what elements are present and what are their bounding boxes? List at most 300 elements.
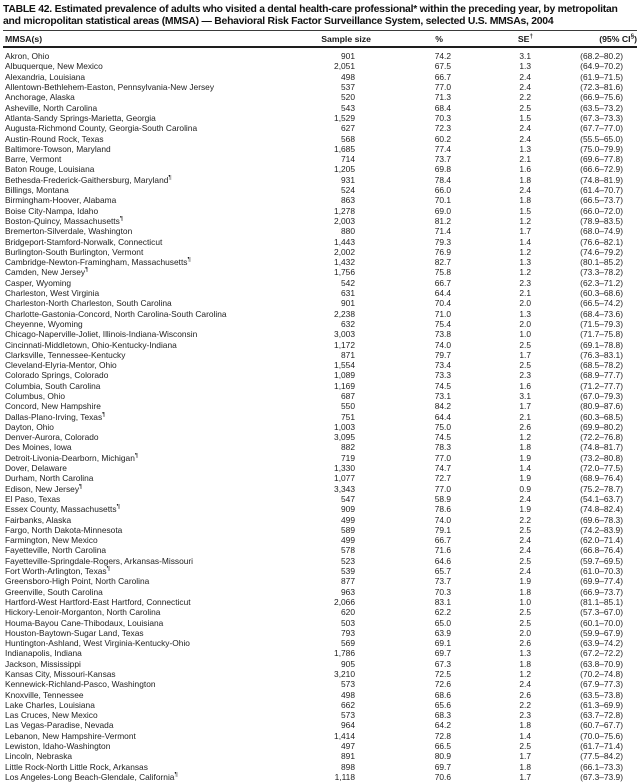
mmsa-name-cell: Fort Worth-Arlington, Texas¶: [5, 566, 111, 577]
confidence-interval-cell: (59.7–69.5): [580, 555, 623, 566]
table-row: [3, 700, 637, 710]
sample-size-cell: 1,786: [334, 648, 355, 659]
column-header-se: SE†: [451, 31, 535, 48]
percent-cell: 70.6: [434, 771, 451, 782]
table-row: [3, 319, 637, 329]
mmsa-name-cell: Hickory-Lenoir-Morganton, North Carolina: [5, 607, 161, 618]
standard-error-cell: 2.6: [519, 421, 531, 432]
sample-size-cell: 1,432: [334, 257, 355, 268]
confidence-interval-cell: (63.9–74.2): [580, 638, 623, 649]
mmsa-name-cell: Allentown-Bethlehem-Easton, Pennsylvania-New Jersey: [5, 82, 215, 93]
table-row: [3, 731, 637, 741]
table-row: [3, 226, 637, 236]
sample-size-cell: 662: [341, 699, 355, 710]
sample-size-cell: 550: [341, 401, 355, 412]
mmsa-name-cell: Detroit-Livonia-Dearborn, Michigan¶: [5, 452, 139, 463]
confidence-interval-cell: (74.2–83.9): [580, 524, 623, 535]
table-row: [3, 47, 637, 61]
percent-cell: 72.8: [434, 730, 451, 741]
percent-cell: 64.4: [434, 288, 451, 299]
sample-size-cell: 3,343: [334, 483, 355, 494]
sample-size-cell: 687: [341, 390, 355, 401]
confidence-interval-cell: (54.1–63.7): [580, 493, 623, 504]
confidence-interval-cell: (55.5–65.0): [580, 133, 623, 144]
table-row: [3, 340, 637, 350]
standard-error-cell: 1.3: [519, 143, 531, 154]
table-row: [3, 494, 637, 504]
mmsa-name-cell: El Paso, Texas: [5, 493, 61, 504]
sample-size-cell: 620: [341, 607, 355, 618]
standard-error-cell: 2.4: [519, 123, 531, 134]
mmsa-name-cell: Des Moines, Iowa: [5, 442, 72, 453]
mmsa-name-cell: Austin-Round Rock, Texas: [5, 133, 104, 144]
standard-error-cell: 2.5: [519, 339, 531, 350]
sample-size-cell: 1,172: [334, 339, 355, 350]
mmsa-name-cell: Durham, North Carolina: [5, 473, 94, 484]
standard-error-cell: 2.4: [519, 535, 531, 546]
mmsa-name-cell: Baton Rouge, Louisiana: [5, 164, 95, 175]
table-row: [3, 710, 637, 720]
confidence-interval-cell: (74.6–79.2): [580, 246, 623, 257]
mmsa-name-cell: Birmingham-Hoover, Alabama: [5, 195, 117, 206]
mmsa-name-cell: Essex County, Massachusetts¶: [5, 504, 120, 515]
confidence-interval-cell: (69.1–78.8): [580, 339, 623, 350]
confidence-interval-cell: (66.8–76.4): [580, 545, 623, 556]
standard-error-cell: 1.7: [519, 226, 531, 237]
confidence-interval-cell: (69.6–77.8): [580, 154, 623, 165]
mmsa-name-cell: Kennewick-Richland-Pasco, Washington: [5, 679, 156, 690]
standard-error-cell: 1.2: [519, 246, 531, 257]
confidence-interval-cell: (77.5–84.2): [580, 751, 623, 762]
confidence-interval-cell: (69.9–77.4): [580, 576, 623, 587]
table-row: [3, 113, 637, 123]
mmsa-name-cell: Cambridge-Newton-Framingham, Massachusetts¶: [5, 257, 191, 268]
confidence-interval-cell: (63.8–70.9): [580, 658, 623, 669]
percent-cell: 69.0: [434, 205, 451, 216]
table-row: [3, 154, 637, 164]
percent-cell: 75.8: [434, 267, 451, 278]
table-row: [3, 360, 637, 370]
sample-size-cell: 498: [341, 71, 355, 82]
standard-error-cell: 2.2: [519, 92, 531, 103]
mmsa-name-cell: Lincoln, Nebraska: [5, 751, 73, 762]
table-row: [3, 504, 637, 514]
percent-cell: 76.9: [434, 246, 451, 257]
table-row: [3, 679, 637, 689]
standard-error-cell: 1.9: [519, 473, 531, 484]
mmsa-name-cell: Edison, New Jersey¶: [5, 483, 83, 494]
table-row: [3, 82, 637, 92]
table-row: [3, 329, 637, 339]
table-row: [3, 690, 637, 700]
table-row: [3, 545, 637, 555]
table-row: [3, 350, 637, 360]
mmsa-name-cell: Clarksville, Tennessee-Kentucky: [5, 349, 126, 360]
table-row: [3, 195, 637, 205]
percent-cell: 66.7: [434, 71, 451, 82]
sample-size-cell: 498: [341, 689, 355, 700]
confidence-interval-cell: (68.9–77.7): [580, 370, 623, 381]
mmsa-name-cell: Indianapolis, Indiana: [5, 648, 82, 659]
percent-cell: 66.0: [434, 185, 451, 196]
header-row: [3, 31, 637, 48]
mmsa-name-cell: Kansas City, Missouri-Kansas: [5, 669, 116, 679]
standard-error-cell: 1.3: [519, 61, 531, 72]
table-row: [3, 628, 637, 638]
standard-error-cell: 1.5: [519, 205, 531, 216]
confidence-interval-cell: (68.5–78.2): [580, 360, 623, 371]
percent-cell: 62.2: [434, 607, 451, 618]
table-row: [3, 185, 637, 195]
confidence-interval-cell: (72.0–77.5): [580, 463, 623, 474]
percent-cell: 78.3: [434, 442, 451, 453]
sample-size-cell: 1,169: [334, 380, 355, 391]
mmsa-name-cell: Colorado Springs, Colorado: [5, 370, 109, 381]
table-row: [3, 123, 637, 133]
mmsa-name-cell: Columbia, South Carolina: [5, 380, 101, 391]
sample-size-cell: 1,414: [334, 730, 355, 741]
column-header-95-ci: (95% CI§): [535, 31, 637, 48]
confidence-interval-cell: (72.3–81.6): [580, 82, 623, 93]
confidence-interval-cell: (80.1–85.2): [580, 257, 623, 268]
mmsa-name-cell: Albuquerque, New Mexico: [5, 61, 103, 72]
percent-cell: 79.1: [434, 524, 451, 535]
confidence-interval-cell: (61.7–71.4): [580, 741, 623, 752]
standard-error-cell: 1.2: [519, 267, 531, 278]
mmsa-name-cell: Farmington, New Mexico: [5, 535, 98, 546]
confidence-interval-cell: (67.0–79.3): [580, 390, 623, 401]
mmsa-name-cell: Baltimore-Towson, Maryland: [5, 143, 111, 154]
confidence-interval-cell: (74.8–81.9): [580, 174, 623, 185]
standard-error-cell: 1.9: [519, 576, 531, 587]
standard-error-cell: 1.6: [519, 380, 531, 391]
table-body: [3, 47, 637, 782]
sample-size-cell: 963: [341, 586, 355, 597]
mmsa-name-cell: Cincinnati-Middletown, Ohio-Kentucky-Indiana: [5, 339, 177, 350]
percent-cell: 60.2: [434, 133, 451, 144]
percent-cell: 82.7: [434, 257, 451, 268]
percent-cell: 75.4: [434, 318, 451, 329]
mmsa-name-cell: Bremerton-Silverdale, Washington: [5, 226, 133, 237]
mmsa-name-cell: Lake Charles, Louisiana: [5, 699, 95, 710]
percent-cell: 79.7: [434, 349, 451, 360]
table-row: [3, 762, 637, 772]
percent-cell: 71.0: [434, 308, 451, 319]
confidence-interval-cell: (67.7–77.0): [580, 123, 623, 134]
mmsa-name-cell: Augusta-Richmond County, Georgia-South Carolina: [5, 123, 198, 134]
percent-cell: 71.3: [434, 92, 451, 103]
standard-error-cell: 1.8: [519, 720, 531, 731]
confidence-interval-cell: (72.2–76.8): [580, 432, 623, 443]
percent-cell: 58.9: [434, 493, 451, 504]
standard-error-cell: 2.5: [519, 524, 531, 535]
confidence-interval-cell: (66.6–72.9): [580, 164, 623, 175]
mmsa-name-cell: Casper, Wyoming: [5, 277, 72, 288]
sample-size-cell: 499: [341, 514, 355, 525]
confidence-interval-cell: (67.3–73.3): [580, 112, 623, 123]
standard-error-cell: 2.3: [519, 277, 531, 288]
confidence-interval-cell: (69.9–80.2): [580, 421, 623, 432]
mmsa-name-cell: Jackson, Mississippi: [5, 658, 81, 669]
sample-size-cell: 2,066: [334, 596, 355, 607]
mmsa-name-cell: Akron, Ohio: [5, 51, 50, 62]
table-row: [3, 432, 637, 442]
standard-error-cell: 1.2: [519, 669, 531, 679]
standard-error-cell: 2.4: [519, 679, 531, 690]
sample-size-cell: 632: [341, 318, 355, 329]
percent-cell: 71.4: [434, 226, 451, 237]
standard-error-cell: 2.4: [519, 71, 531, 82]
table-row: [3, 484, 637, 494]
table-row: [3, 422, 637, 432]
sample-size-cell: 964: [341, 720, 355, 731]
sample-size-cell: 714: [341, 154, 355, 165]
percent-cell: 83.1: [434, 596, 451, 607]
percent-cell: 65.6: [434, 699, 451, 710]
standard-error-cell: 2.0: [519, 318, 531, 329]
sample-size-cell: 1,529: [334, 112, 355, 123]
confidence-interval-cell: (57.3–67.0): [580, 607, 623, 618]
mmsa-name-cell: Little Rock-North Little Rock, Arkansas: [5, 761, 148, 772]
sample-size-cell: 898: [341, 761, 355, 772]
standard-error-cell: 2.6: [519, 689, 531, 700]
sample-size-cell: 568: [341, 133, 355, 144]
table-row: [3, 72, 637, 82]
confidence-interval-cell: (61.4–70.7): [580, 185, 623, 196]
confidence-interval-cell: (68.4–73.6): [580, 308, 623, 319]
mmsa-name-cell: Fargo, North Dakota-Minnesota: [5, 524, 123, 535]
percent-cell: 74.0: [434, 514, 451, 525]
confidence-interval-cell: (60.3–68.6): [580, 288, 623, 299]
standard-error-cell: 2.0: [519, 298, 531, 309]
confidence-interval-cell: (66.9–73.7): [580, 586, 623, 597]
percent-cell: 63.9: [434, 627, 451, 638]
percent-cell: 84.2: [434, 401, 451, 412]
standard-error-cell: 1.2: [519, 432, 531, 443]
sample-size-cell: 1,443: [334, 236, 355, 247]
sample-size-cell: 1,205: [334, 164, 355, 175]
mmsa-name-cell: Greenville, South Carolina: [5, 586, 103, 597]
standard-error-cell: 1.9: [519, 504, 531, 515]
standard-error-cell: 2.5: [519, 607, 531, 618]
mmsa-name-cell: Dover, Delaware: [5, 463, 67, 474]
percent-cell: 70.3: [434, 112, 451, 123]
standard-error-cell: 1.4: [519, 463, 531, 474]
mmsa-name-cell: Cheyenne, Wyoming: [5, 318, 83, 329]
confidence-interval-cell: (70.0–75.6): [580, 730, 623, 741]
table-row: [3, 463, 637, 473]
percent-cell: 73.4: [434, 360, 451, 371]
table-row: [3, 144, 637, 154]
sample-size-cell: 520: [341, 92, 355, 103]
table-row: [3, 607, 637, 617]
table-row: [3, 453, 637, 463]
mmsa-name-cell: Fayetteville, North Carolina: [5, 545, 107, 556]
percent-cell: 72.5: [434, 669, 451, 679]
confidence-interval-cell: (64.9–70.2): [580, 61, 623, 72]
percent-cell: 64.6: [434, 555, 451, 566]
table-row: [3, 92, 637, 102]
table-row: [3, 556, 637, 566]
mmsa-name-cell: Boise City-Nampa, Idaho: [5, 205, 99, 216]
table-row: [3, 720, 637, 730]
mmsa-name-cell: Knoxville, Tennessee: [5, 689, 84, 700]
standard-error-cell: 2.2: [519, 699, 531, 710]
confidence-interval-cell: (63.5–73.2): [580, 102, 623, 113]
sample-size-cell: 539: [341, 566, 355, 577]
sample-size-cell: 891: [341, 751, 355, 762]
confidence-interval-cell: (68.2–80.2): [580, 51, 623, 62]
sample-size-cell: 901: [341, 51, 355, 62]
standard-error-cell: 1.3: [519, 648, 531, 659]
standard-error-cell: 1.8: [519, 761, 531, 772]
sample-size-cell: 1,278: [334, 205, 355, 216]
mmsa-name-cell: Greensboro-High Point, North Carolina: [5, 576, 150, 587]
table-row: [3, 288, 637, 298]
sample-size-cell: 719: [341, 452, 355, 463]
table-row: [3, 216, 637, 226]
sample-size-cell: 2,003: [334, 215, 355, 226]
sample-size-cell: 573: [341, 710, 355, 721]
percent-cell: 73.3: [434, 370, 451, 381]
sample-size-cell: 863: [341, 195, 355, 206]
standard-error-cell: 2.4: [519, 185, 531, 196]
standard-error-cell: 2.1: [519, 154, 531, 165]
sample-size-cell: 2,051: [334, 61, 355, 72]
sample-size-cell: 631: [341, 288, 355, 299]
confidence-interval-cell: (69.6–78.3): [580, 514, 623, 525]
column-header-mmsa-s: MMSA(s): [3, 31, 299, 48]
sample-size-cell: 503: [341, 617, 355, 628]
table-row: [3, 535, 637, 545]
standard-error-cell: 1.7: [519, 349, 531, 360]
sample-size-cell: 1,554: [334, 360, 355, 371]
percent-cell: 66.5: [434, 741, 451, 752]
percent-cell: 70.4: [434, 298, 451, 309]
standard-error-cell: 2.6: [519, 638, 531, 649]
percent-cell: 66.7: [434, 277, 451, 288]
sample-size-cell: 573: [341, 679, 355, 690]
percent-cell: 70.3: [434, 586, 451, 597]
mmsa-name-cell: Barre, Vermont: [5, 154, 62, 165]
percent-cell: 72.7: [434, 473, 451, 484]
confidence-interval-cell: (71.5–79.3): [580, 318, 623, 329]
mmsa-name-cell: Huntington-Ashland, West Virginia-Kentucky-Ohio: [5, 638, 190, 649]
standard-error-cell: 1.5: [519, 112, 531, 123]
standard-error-cell: 2.5: [519, 741, 531, 752]
sample-size-cell: 1,118: [334, 771, 355, 782]
table-row: [3, 525, 637, 535]
sample-size-cell: 882: [341, 442, 355, 453]
confidence-interval-cell: (66.5–73.7): [580, 195, 623, 206]
percent-cell: 75.0: [434, 421, 451, 432]
sample-size-cell: 901: [341, 298, 355, 309]
confidence-interval-cell: (60.1–70.0): [580, 617, 623, 628]
confidence-interval-cell: (76.6–82.1): [580, 236, 623, 247]
table-row: [3, 772, 637, 782]
percent-cell: 69.1: [434, 638, 451, 649]
mmsa-name-cell: Charleston-North Charleston, South Carolina: [5, 298, 172, 309]
percent-cell: 69.7: [434, 648, 451, 659]
percent-cell: 70.1: [434, 195, 451, 206]
confidence-interval-cell: (71.2–77.7): [580, 380, 623, 391]
percent-cell: 72.3: [434, 123, 451, 134]
confidence-interval-cell: (66.0–72.0): [580, 205, 623, 216]
standard-error-cell: 2.5: [519, 617, 531, 628]
standard-error-cell: 1.8: [519, 586, 531, 597]
standard-error-cell: 2.4: [519, 566, 531, 577]
table-row: [3, 566, 637, 576]
table-row: [3, 473, 637, 483]
mmsa-name-cell: Charleston, West Virginia: [5, 288, 100, 299]
percent-cell: 67.5: [434, 61, 451, 72]
percent-cell: 81.2: [434, 215, 451, 226]
standard-error-cell: 1.8: [519, 442, 531, 453]
confidence-interval-cell: (68.0–74.9): [580, 226, 623, 237]
percent-cell: 67.3: [434, 658, 451, 669]
table-row: [3, 401, 637, 411]
confidence-interval-cell: (74.8–82.4): [580, 504, 623, 515]
percent-cell: 64.2: [434, 720, 451, 731]
confidence-interval-cell: (75.0–79.9): [580, 143, 623, 154]
sample-size-cell: 547: [341, 493, 355, 504]
confidence-interval-cell: (81.1–85.1): [580, 596, 623, 607]
percent-cell: 73.8: [434, 329, 451, 340]
mmsa-name-cell: Columbus, Ohio: [5, 390, 66, 401]
sample-size-cell: 880: [341, 226, 355, 237]
standard-error-cell: 3.1: [519, 390, 531, 401]
table-row: [3, 175, 637, 185]
percent-cell: 65.0: [434, 617, 451, 628]
standard-error-cell: 2.5: [519, 555, 531, 566]
confidence-interval-cell: (71.7–75.8): [580, 329, 623, 340]
percent-cell: 77.0: [434, 82, 451, 93]
mmsa-name-cell: Charlotte-Gastonia-Concord, North Carolina-South Carolina: [5, 308, 227, 319]
sample-size-cell: 569: [341, 638, 355, 649]
percent-cell: 71.6: [434, 545, 451, 556]
confidence-interval-cell: (61.9–71.5): [580, 71, 623, 82]
sample-size-cell: 871: [341, 349, 355, 360]
mmsa-name-cell: Alexandria, Louisiana: [5, 71, 86, 82]
percent-cell: 68.6: [434, 689, 451, 700]
mmsa-name-cell: Las Vegas-Paradise, Nevada: [5, 720, 114, 731]
mmsa-name-cell: Boston-Quincy, Massachusetts¶: [5, 215, 124, 226]
table-title: TABLE 42. Estimated prevalence of adults who visited a dental health-care professional* within the preceding year, by metropolitan and micropolitan statistical areas (MMSA) — Behavioral Risk Factor Surveillance System, selected U.S. MMSAs, 2004: [3, 4, 618, 27]
percent-cell: 68.4: [434, 102, 451, 113]
sample-size-cell: 2,002: [334, 246, 355, 257]
table-row: [3, 751, 637, 761]
mmsa-name-cell: Atlanta-Sandy Springs-Marietta, Georgia: [5, 112, 156, 123]
standard-error-cell: 1.0: [519, 329, 531, 340]
table-row: [3, 741, 637, 751]
standard-error-cell: 2.3: [519, 710, 531, 721]
percent-cell: 69.7: [434, 761, 451, 772]
confidence-interval-cell: (62.0–71.4): [580, 535, 623, 546]
sample-size-cell: 1,756: [334, 267, 355, 278]
sample-size-cell: 1,330: [334, 463, 355, 474]
standard-error-cell: 2.5: [519, 360, 531, 371]
table-row: [3, 618, 637, 628]
table-row: [3, 412, 637, 422]
sample-size-cell: 1,077: [334, 473, 355, 484]
confidence-interval-cell: (66.9–75.6): [580, 92, 623, 103]
mmsa-name-cell: Lewiston, Idaho-Washington: [5, 741, 111, 752]
confidence-interval-cell: (73.3–78.2): [580, 267, 623, 278]
standard-error-cell: 2.1: [519, 411, 531, 422]
standard-error-cell: 1.4: [519, 730, 531, 741]
mmsa-name-cell: Billings, Montana: [5, 185, 69, 196]
table-row: [3, 515, 637, 525]
